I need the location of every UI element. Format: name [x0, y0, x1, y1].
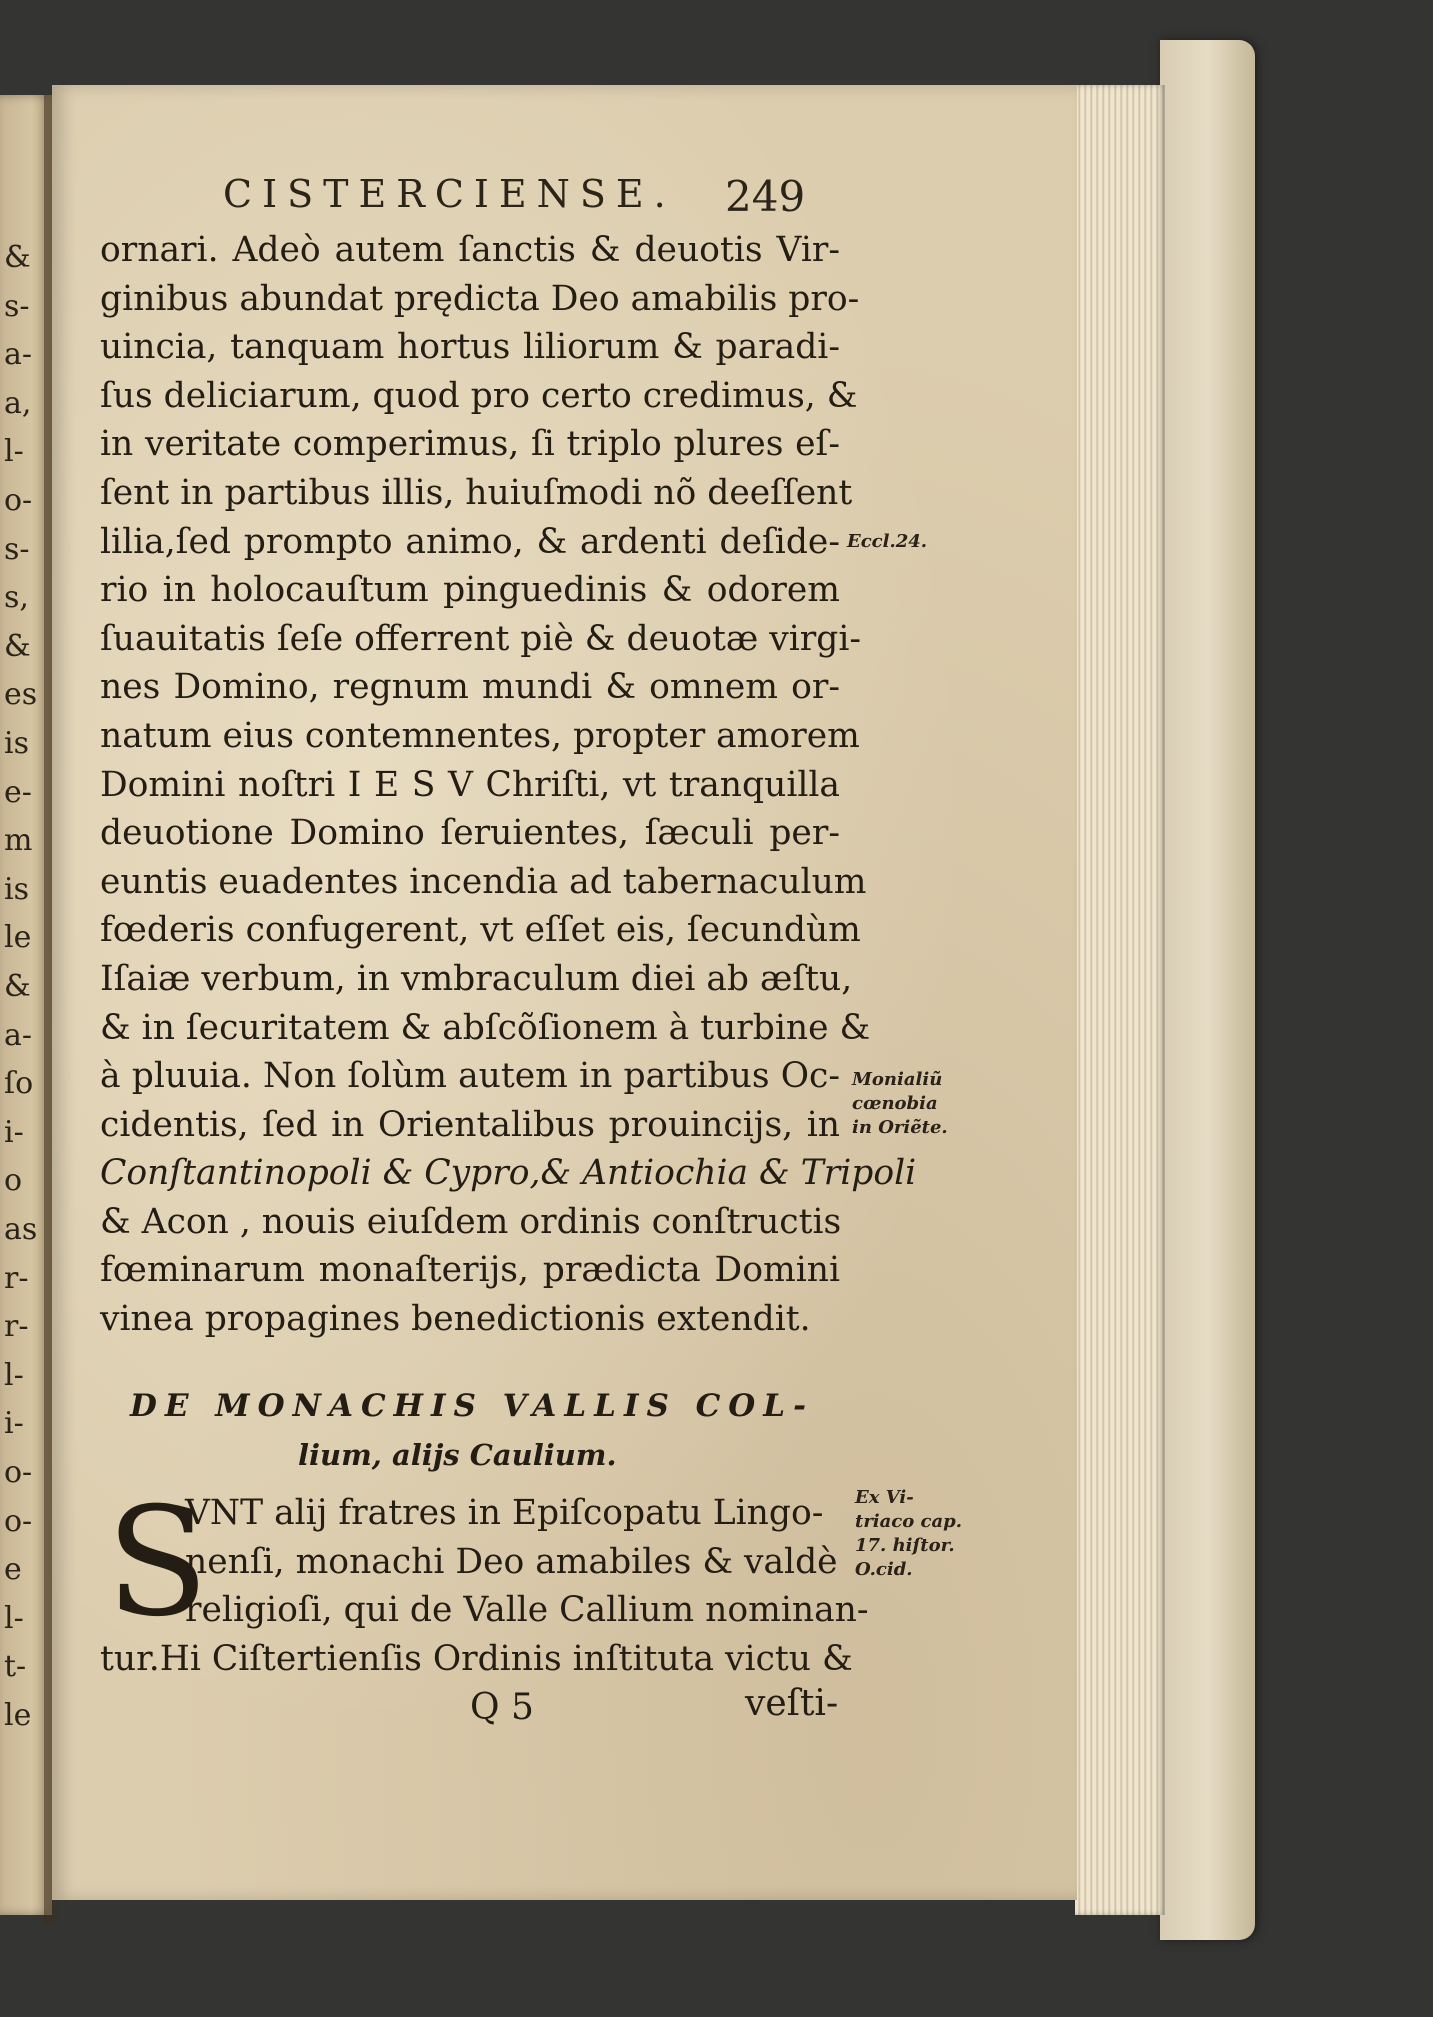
previous-page-fragment: as: [4, 1212, 38, 1247]
previous-page-fragment: i-: [4, 1406, 24, 1442]
previous-page-fragment: r-: [4, 1309, 29, 1345]
text-line: euntis euadentes incendia ad tabernaculum: [100, 861, 867, 902]
previous-page-fragment: l-: [4, 1357, 24, 1393]
text-line: & in ſecuritatem & abſcõſionem à turbine &: [100, 1007, 871, 1048]
text-line: ſus deliciarum, quod pro certo credimus, &: [100, 375, 858, 416]
previous-page-fragment: i-: [4, 1114, 24, 1150]
previous-page-fragment: a-: [4, 337, 33, 373]
text-line: in veritate comperimus, ſi triplo plures eſ-: [100, 424, 840, 465]
drop-capital: S: [106, 1476, 209, 1650]
text-line: fœminarum monaſterijs, prædicta Domini: [100, 1250, 840, 1291]
text-line: & Acon , nouis eiuſdem ordinis conſtructis: [100, 1201, 842, 1242]
previous-page-fragment: le: [4, 920, 32, 956]
margin-note-monialium: [852, 1068, 948, 1140]
previous-page-fragment: t-: [4, 1649, 27, 1685]
margin-note-line: triaco cap.: [855, 1511, 963, 1532]
second-paragraph: [100, 1476, 869, 1683]
catchword: veſti-: [745, 1683, 839, 1724]
text-line: natum eius contemnentes, propter amorem: [100, 715, 860, 756]
text-line: ginibus abundat prędicta Deo amabilis pro-: [100, 278, 860, 319]
text-line: tur.Hi Ciſtertienſis Ordinis inſtituta victu &: [100, 1638, 853, 1679]
previous-page-fragment: m: [4, 823, 33, 859]
text-line: uincia, tanquam hortus liliorum & paradi-: [100, 327, 840, 368]
previous-page-fragment: l-: [4, 1600, 24, 1636]
previous-page-fragment: r-: [4, 1260, 29, 1296]
text-line: Domini noſtri I E S V Chriſti, vt tranquilla: [100, 764, 840, 805]
page-fore-edges: [1075, 85, 1165, 1915]
book-cover-edge: [1160, 40, 1255, 1940]
previous-page-fragment: e: [4, 1552, 22, 1588]
previous-page-fragment: a,: [4, 385, 32, 421]
text-line: à pluuia. Non ſolùm autem in partibus Oc-: [100, 1056, 840, 1097]
text-line: ſent in partibus illis, huiuſmodi nõ deeſſent: [100, 472, 853, 513]
previous-page-fragment: o-: [4, 1503, 33, 1539]
text-line: religioſi, qui de Valle Callium nominan-: [185, 1590, 869, 1630]
previous-page-fragment: s,: [4, 580, 29, 616]
margin-note-line: Monialiũ: [852, 1069, 943, 1090]
previous-page-fragment: &: [4, 240, 31, 275]
text-line: nenſi, monachi Deo amabiles & valdè: [185, 1541, 838, 1582]
text-line: ſuauitatis ſeſe offerrent piè & deuotæ virgi-: [100, 618, 862, 659]
text-line: cidentis, ſed in Orientalibus prouincijs, in: [100, 1104, 840, 1145]
text-line: vinea propagines benedictionis extendit.: [100, 1299, 811, 1340]
previous-page-fragment: le: [4, 1698, 32, 1733]
text-line: Conſtantinopoli & Cypro,& Antiochia & Tripoli: [100, 1153, 917, 1194]
previous-page-fragment: o-: [4, 1455, 33, 1490]
margin-note-eccl: Eccl.24.: [847, 531, 928, 552]
text-line: nes Domino, regnum mundi & omnem or-: [100, 667, 840, 708]
section-subheading: lium, alijs Caulium.: [298, 1438, 617, 1472]
margin-note-line: Ex Vi-: [855, 1487, 914, 1508]
previous-page-fragment: o: [4, 1163, 23, 1199]
text-line: VNT alij fratres in Epiſcopatu Lingo-: [185, 1493, 824, 1533]
previous-page-fragment: es: [4, 677, 38, 713]
previous-page-fragment: o-: [4, 483, 33, 518]
previous-page-fragment: is: [4, 726, 29, 761]
previous-page-fragment: ſo: [4, 1066, 34, 1102]
text-line: rio in holocauſtum pinguedinis & odorem: [100, 570, 840, 611]
previous-page-fragment: e-: [4, 774, 32, 810]
running-head: CISTERCIENSE.: [223, 172, 676, 216]
margin-note-line: in Oriẽte.: [852, 1117, 948, 1138]
margin-note-vitriaco: [855, 1486, 962, 1582]
margin-note-line: O.cid.: [855, 1559, 913, 1580]
previous-page-fragment: is: [4, 871, 29, 907]
section-heading: DE MONACHIS VALLIS COL-: [130, 1388, 814, 1424]
margin-note-line: cœnobia: [852, 1093, 938, 1114]
margin-note-line: 17. hiſtor.: [855, 1535, 955, 1556]
previous-page-fragment: &: [4, 969, 31, 1004]
text-line: lilia,ſed prompto animo, & ardenti deſide-: [100, 521, 840, 562]
text-line: ornari. Adeò autem ſanctis & deuotis Vir-: [100, 230, 840, 270]
previous-page-fragment: l-: [4, 434, 24, 470]
previous-page-fragment: &: [4, 628, 31, 664]
signature-mark: Q 5: [470, 1687, 534, 1728]
previous-page-fragment: s-: [4, 288, 30, 324]
page-number: 249: [725, 172, 806, 221]
text-line: Iſaiæ verbum, in vmbraculum diei ab æſtu,: [100, 958, 853, 999]
text-line: fœderis confugerent, vt eſſet eis, ſecundùm: [100, 910, 861, 951]
previous-page-fragment: s-: [4, 531, 30, 567]
previous-page-fragment: a-: [4, 1017, 33, 1053]
text-line: deuotione Domino ſeruientes, ſæculi per-: [100, 813, 840, 854]
